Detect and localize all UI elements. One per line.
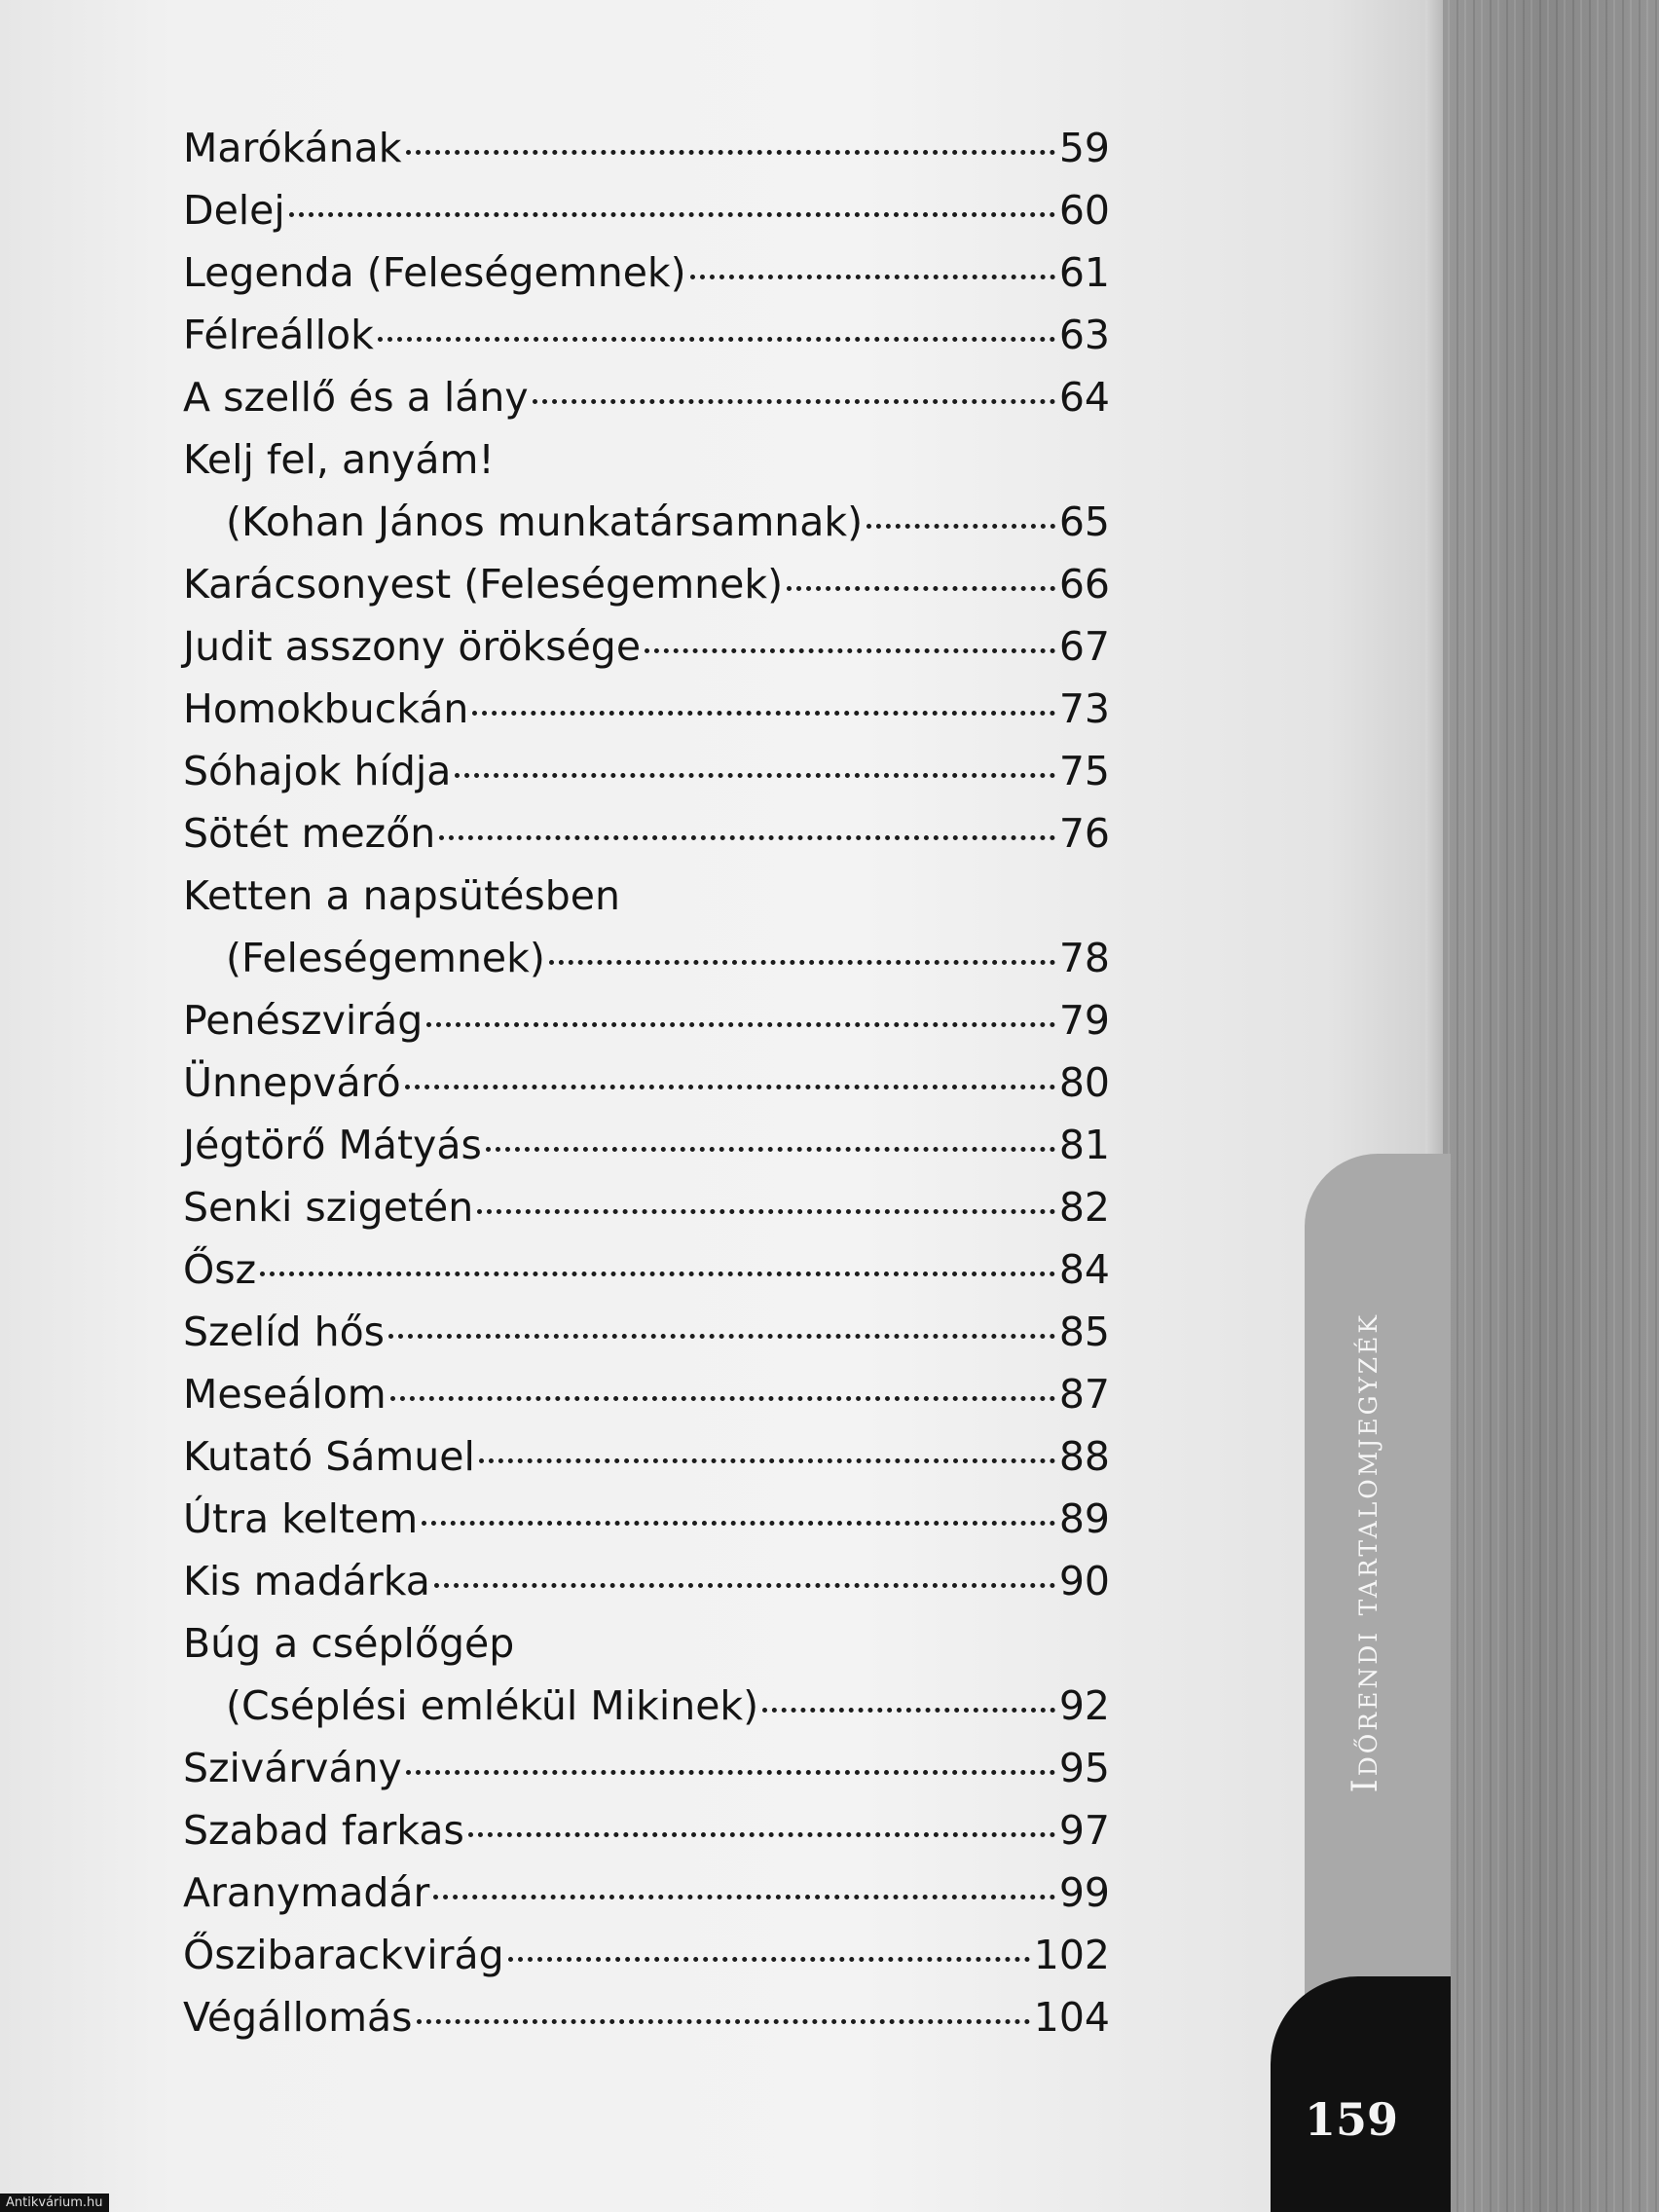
entry-title: (Cséplési emlékül Mikinek) xyxy=(226,1682,759,1729)
dot-leader xyxy=(422,1521,1055,1526)
section-tab-label-box xyxy=(1307,1154,1423,1952)
entry-page: 90 xyxy=(1058,1558,1110,1604)
entry-title: Búg a cséplőgép xyxy=(183,1620,515,1667)
toc-entry xyxy=(183,1924,1110,1986)
watermark: Antikvárium.hu xyxy=(0,2194,109,2212)
dot-leader xyxy=(406,1770,1055,1775)
entry-title: Kis madárka xyxy=(183,1558,430,1604)
dot-leader xyxy=(390,1396,1055,1401)
entry-page: 104 xyxy=(1033,1994,1110,2041)
dot-leader xyxy=(468,1832,1055,1837)
entry-title: Meseálom xyxy=(183,1371,387,1418)
toc-entry xyxy=(183,491,1110,553)
entry-page: 63 xyxy=(1058,312,1110,358)
dot-leader xyxy=(388,1334,1055,1339)
entry-title: Penészvirág xyxy=(183,997,424,1044)
entry-page: 95 xyxy=(1058,1745,1110,1791)
section-tab-label: Időrendi tartalomjegyzék xyxy=(1345,1312,1385,1793)
entry-page: 61 xyxy=(1058,249,1110,296)
page-number: 159 xyxy=(1304,2093,1399,2146)
entry-page: 75 xyxy=(1058,748,1110,794)
entry-page: 92 xyxy=(1058,1682,1110,1729)
dot-leader xyxy=(260,1272,1055,1276)
dot-leader xyxy=(787,586,1055,591)
entry-title: Végállomás xyxy=(183,1994,413,2041)
entry-title: Kelj fel, anyám! xyxy=(183,436,495,483)
toc-entry xyxy=(183,615,1110,678)
entry-page: 80 xyxy=(1058,1059,1110,1106)
toc-entry xyxy=(183,1986,1110,2048)
entry-page: 102 xyxy=(1033,1932,1110,1978)
toc-entry xyxy=(183,678,1110,740)
toc-entry xyxy=(183,927,1110,989)
entry-title: Ünnepváró xyxy=(183,1059,401,1106)
toc-entry xyxy=(183,1363,1110,1425)
toc-entry xyxy=(183,304,1110,366)
entry-page: 89 xyxy=(1058,1495,1110,1542)
entry-page: 78 xyxy=(1058,935,1110,981)
entry-title: Jégtörő Mátyás xyxy=(183,1122,482,1168)
entry-title: Őszibarackvirág xyxy=(183,1932,504,1978)
entry-title: A szellő és a lány xyxy=(183,374,529,421)
dot-leader xyxy=(472,711,1054,716)
toc-entry xyxy=(183,1675,1110,1737)
entry-title: Karácsonyest (Feleségemnek) xyxy=(183,561,784,608)
entry-page: 73 xyxy=(1058,685,1110,732)
toc-entry xyxy=(183,1425,1110,1488)
toc-entry xyxy=(183,989,1110,1051)
entry-title: Ősz xyxy=(183,1246,257,1293)
entry-title: Judit asszony öröksége xyxy=(183,623,642,670)
entry-page: 64 xyxy=(1058,374,1110,421)
entry-title: Félreállok xyxy=(183,312,374,358)
toc-entry xyxy=(183,1114,1110,1176)
entry-title: Marókának xyxy=(183,125,402,171)
entry-title: Szelíd hős xyxy=(183,1309,386,1355)
entry-title: Homokbuckán xyxy=(183,685,469,732)
toc-entry xyxy=(183,117,1110,179)
entry-title: Aranymadár xyxy=(183,1869,430,1916)
entry-page: 81 xyxy=(1058,1122,1110,1168)
toc-entry xyxy=(183,1051,1110,1114)
toc-entry xyxy=(183,1301,1110,1363)
toc-entry-heading xyxy=(183,428,1110,491)
entry-page: 84 xyxy=(1058,1246,1110,1293)
entry-page: 79 xyxy=(1058,997,1110,1044)
toc-entry-heading xyxy=(183,1612,1110,1675)
toc-entry xyxy=(183,553,1110,615)
dot-leader xyxy=(405,1085,1055,1089)
dot-leader xyxy=(549,960,1055,965)
toc-entry xyxy=(183,740,1110,802)
entry-title: (Kohan János munkatársamnak) xyxy=(226,498,864,545)
dot-leader xyxy=(433,1895,1054,1899)
toc-entry xyxy=(183,179,1110,241)
entry-page: 66 xyxy=(1058,561,1110,608)
dot-leader xyxy=(378,337,1055,342)
entry-title: Szivárvány xyxy=(183,1745,402,1791)
entry-title: Útra keltem xyxy=(183,1495,419,1542)
dot-leader xyxy=(479,1458,1055,1463)
toc-entry xyxy=(183,1862,1110,1924)
entry-page: 76 xyxy=(1058,810,1110,857)
entry-title: Szabad farkas xyxy=(183,1807,464,1854)
entry-title: Senki szigetén xyxy=(183,1184,474,1231)
dot-leader xyxy=(426,1022,1055,1027)
entry-title: Delej xyxy=(183,187,285,234)
entry-title: Sóhajok hídja xyxy=(183,748,452,794)
table-of-contents xyxy=(183,117,1110,2048)
dot-leader xyxy=(762,1708,1055,1713)
toc-entry xyxy=(183,366,1110,428)
toc-entry xyxy=(183,1488,1110,1550)
entry-page: 88 xyxy=(1058,1433,1110,1480)
entry-title: (Feleségemnek) xyxy=(226,935,545,981)
dot-leader xyxy=(866,524,1055,529)
dot-leader xyxy=(455,773,1054,778)
dot-leader xyxy=(486,1147,1055,1152)
toc-entry xyxy=(183,1550,1110,1612)
dot-leader xyxy=(406,150,1055,155)
entry-page: 87 xyxy=(1058,1371,1110,1418)
dot-leader xyxy=(289,212,1055,217)
entry-page: 59 xyxy=(1058,125,1110,171)
entry-page: 65 xyxy=(1058,498,1110,545)
toc-entry xyxy=(183,1176,1110,1238)
dot-leader xyxy=(439,835,1055,840)
dot-leader xyxy=(645,648,1055,653)
wood-background xyxy=(1431,0,1659,2212)
entry-page: 85 xyxy=(1058,1309,1110,1355)
dot-leader xyxy=(533,399,1055,404)
entry-title: Kutató Sámuel xyxy=(183,1433,475,1480)
dot-leader xyxy=(417,2019,1030,2024)
entry-title: Ketten a napsütésben xyxy=(183,872,620,919)
toc-entry xyxy=(183,802,1110,865)
toc-entry xyxy=(183,1799,1110,1862)
toc-entry xyxy=(183,241,1110,304)
dot-leader xyxy=(508,1957,1030,1962)
entry-page: 60 xyxy=(1058,187,1110,234)
entry-page: 97 xyxy=(1058,1807,1110,1854)
dot-leader xyxy=(477,1209,1055,1214)
dot-leader xyxy=(690,275,1055,279)
toc-entry-heading xyxy=(183,865,1110,927)
entry-page: 99 xyxy=(1058,1869,1110,1916)
toc-entry xyxy=(183,1737,1110,1799)
entry-title: Legenda (Feleségemnek) xyxy=(183,249,686,296)
entry-page: 67 xyxy=(1058,623,1110,670)
dot-leader xyxy=(434,1583,1055,1588)
entry-title: Sötét mezőn xyxy=(183,810,436,857)
entry-page: 82 xyxy=(1058,1184,1110,1231)
toc-entry xyxy=(183,1238,1110,1301)
